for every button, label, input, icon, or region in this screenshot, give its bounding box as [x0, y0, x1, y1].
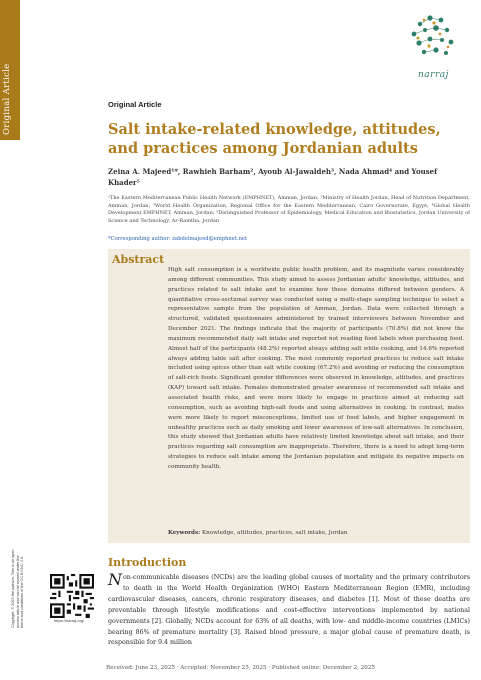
corresponding-author[interactable]: *Corresponding author: zabdelmajeed@emphnet.net	[108, 236, 248, 242]
introduction-heading: Introduction	[108, 556, 187, 569]
copyright-notice: Copyright: © 2025 the authors. This is an open access article and can be reused under the terms and conditions of the CC BY-NC 4.0.	[11, 549, 25, 628]
article-title: Salt intake-related knowledge, attitudes, and practices among Jordanian adults	[108, 121, 441, 157]
side-banner-label: Original Article	[2, 63, 12, 135]
article-type: Original Article	[108, 100, 162, 109]
drop-cap: N	[108, 570, 122, 589]
introduction-text	[108, 570, 470, 649]
abstract-text: High salt consumption is a worldwide public health problem, and its magnitude varies considerably among different communities. This study aimed to assess Jordanian adults' knowledge, attitudes, and practices related to salt intake and to examine how these domains differed between genders. A quantitative cross-sectional survey was conducted using a multi-stage sampling technique to select a representative sample from the population of Amman, Jordan. Data were collected through a structured, validated questionnaire administered by trained interviewers between November and December 2021. The findings indicate that the majority of participants (70.8%) did not know the maximum recommended daily salt intake and reported not reading food labels when purchasing food. Almost half of the participants (48.2%) reported always adding salt while cooking, and 14.6% reported always adding table salt after cooking. The most commonly reported practices to reduce salt intake included using spices other than salt while cooking (67.2%) and avoiding or reducing the consumption of salt-rich foods. Significant gender differences were observed in knowledge, attitudes, and practices (KAP) toward salt intake. Females demonstrated greater awareness of recommended salt intake and associated health risks, and were more likely to engage in practices aimed at reducing salt consumption, such as avoiding high-salt foods and using alternatives in cooking. In contrast, males were more likely to report misconceptions, limited use of food labels, and higher engagement in unhealthy practices such as daily smoking and lower awareness of low-salt alternatives. In conclusion, this study showed that Jordanian adults have relatively limited knowledge about salt intake, and their practices regarding salt consumption are inappropriate. Therefore, there is a need to adopt long-term strategies to reduce salt intake among the Jordanian population and mitigate its negative impacts on community health.	[168, 267, 464, 470]
keywords-label: Keywords:	[168, 530, 201, 536]
author-affiliations: ¹The Eastern Mediterranean Public Health Network (EMPHNET), Amman, Jordan; ²Ministry of Health Jordan, Head of Nutrition Department, Amman, Jordan; ³World Health Organization, Regional Office for the Eastern Mediterranean, Cairo Governorate, Egypt; ⁴Global Health Development EMPHNET, Amman, Jordan; ⁵Distinguished Professor of Epidemiology, Medical Education and Biostatistics, Jordan University of Science and Technology, Ar-Ramtha, Jordan	[108, 195, 470, 224]
keywords	[168, 530, 348, 536]
journal-brand-name: narraj	[418, 70, 449, 80]
author-list: Zeina A. Majeed¹*, Rawhieh Barham², Ayoub Al-Jawaldeh³, Nada Ahmad⁴ and Yousef Khader⁵	[108, 167, 438, 187]
publication-dates: Received: June 23, 2025 · Accepted: November 25, 2025 · Published online: December 2, 2025	[106, 665, 375, 671]
qr-code[interactable]	[50, 574, 94, 618]
qr-label: https://narraj.org/	[54, 618, 85, 623]
introduction-body: on-communicable diseases (NCDs) are the leading global causes of mortality and the primary contributors to death in the World Health Organization (WHO) Eastern Mediterranean Region (EMR), including cardiovascular diseases, cancers, chronic respiratory diseases, and diabetes [1]. Most of these deaths are preventable through lifestyle modifications and cost-effective interventions implemented by national governments [2]. Globally, NCDs account for 63% of all deaths, with low- and middle-income countries (LMICs) bearing 86% of premature mortality [3]. Raised blood pressure, a major global cause of premature death, is responsible for 9.4 million	[108, 574, 470, 647]
keywords-list: Knowledge, attitudes, practices, salt intake, Jordan	[200, 530, 348, 536]
abstract-heading: Abstract	[112, 253, 165, 266]
